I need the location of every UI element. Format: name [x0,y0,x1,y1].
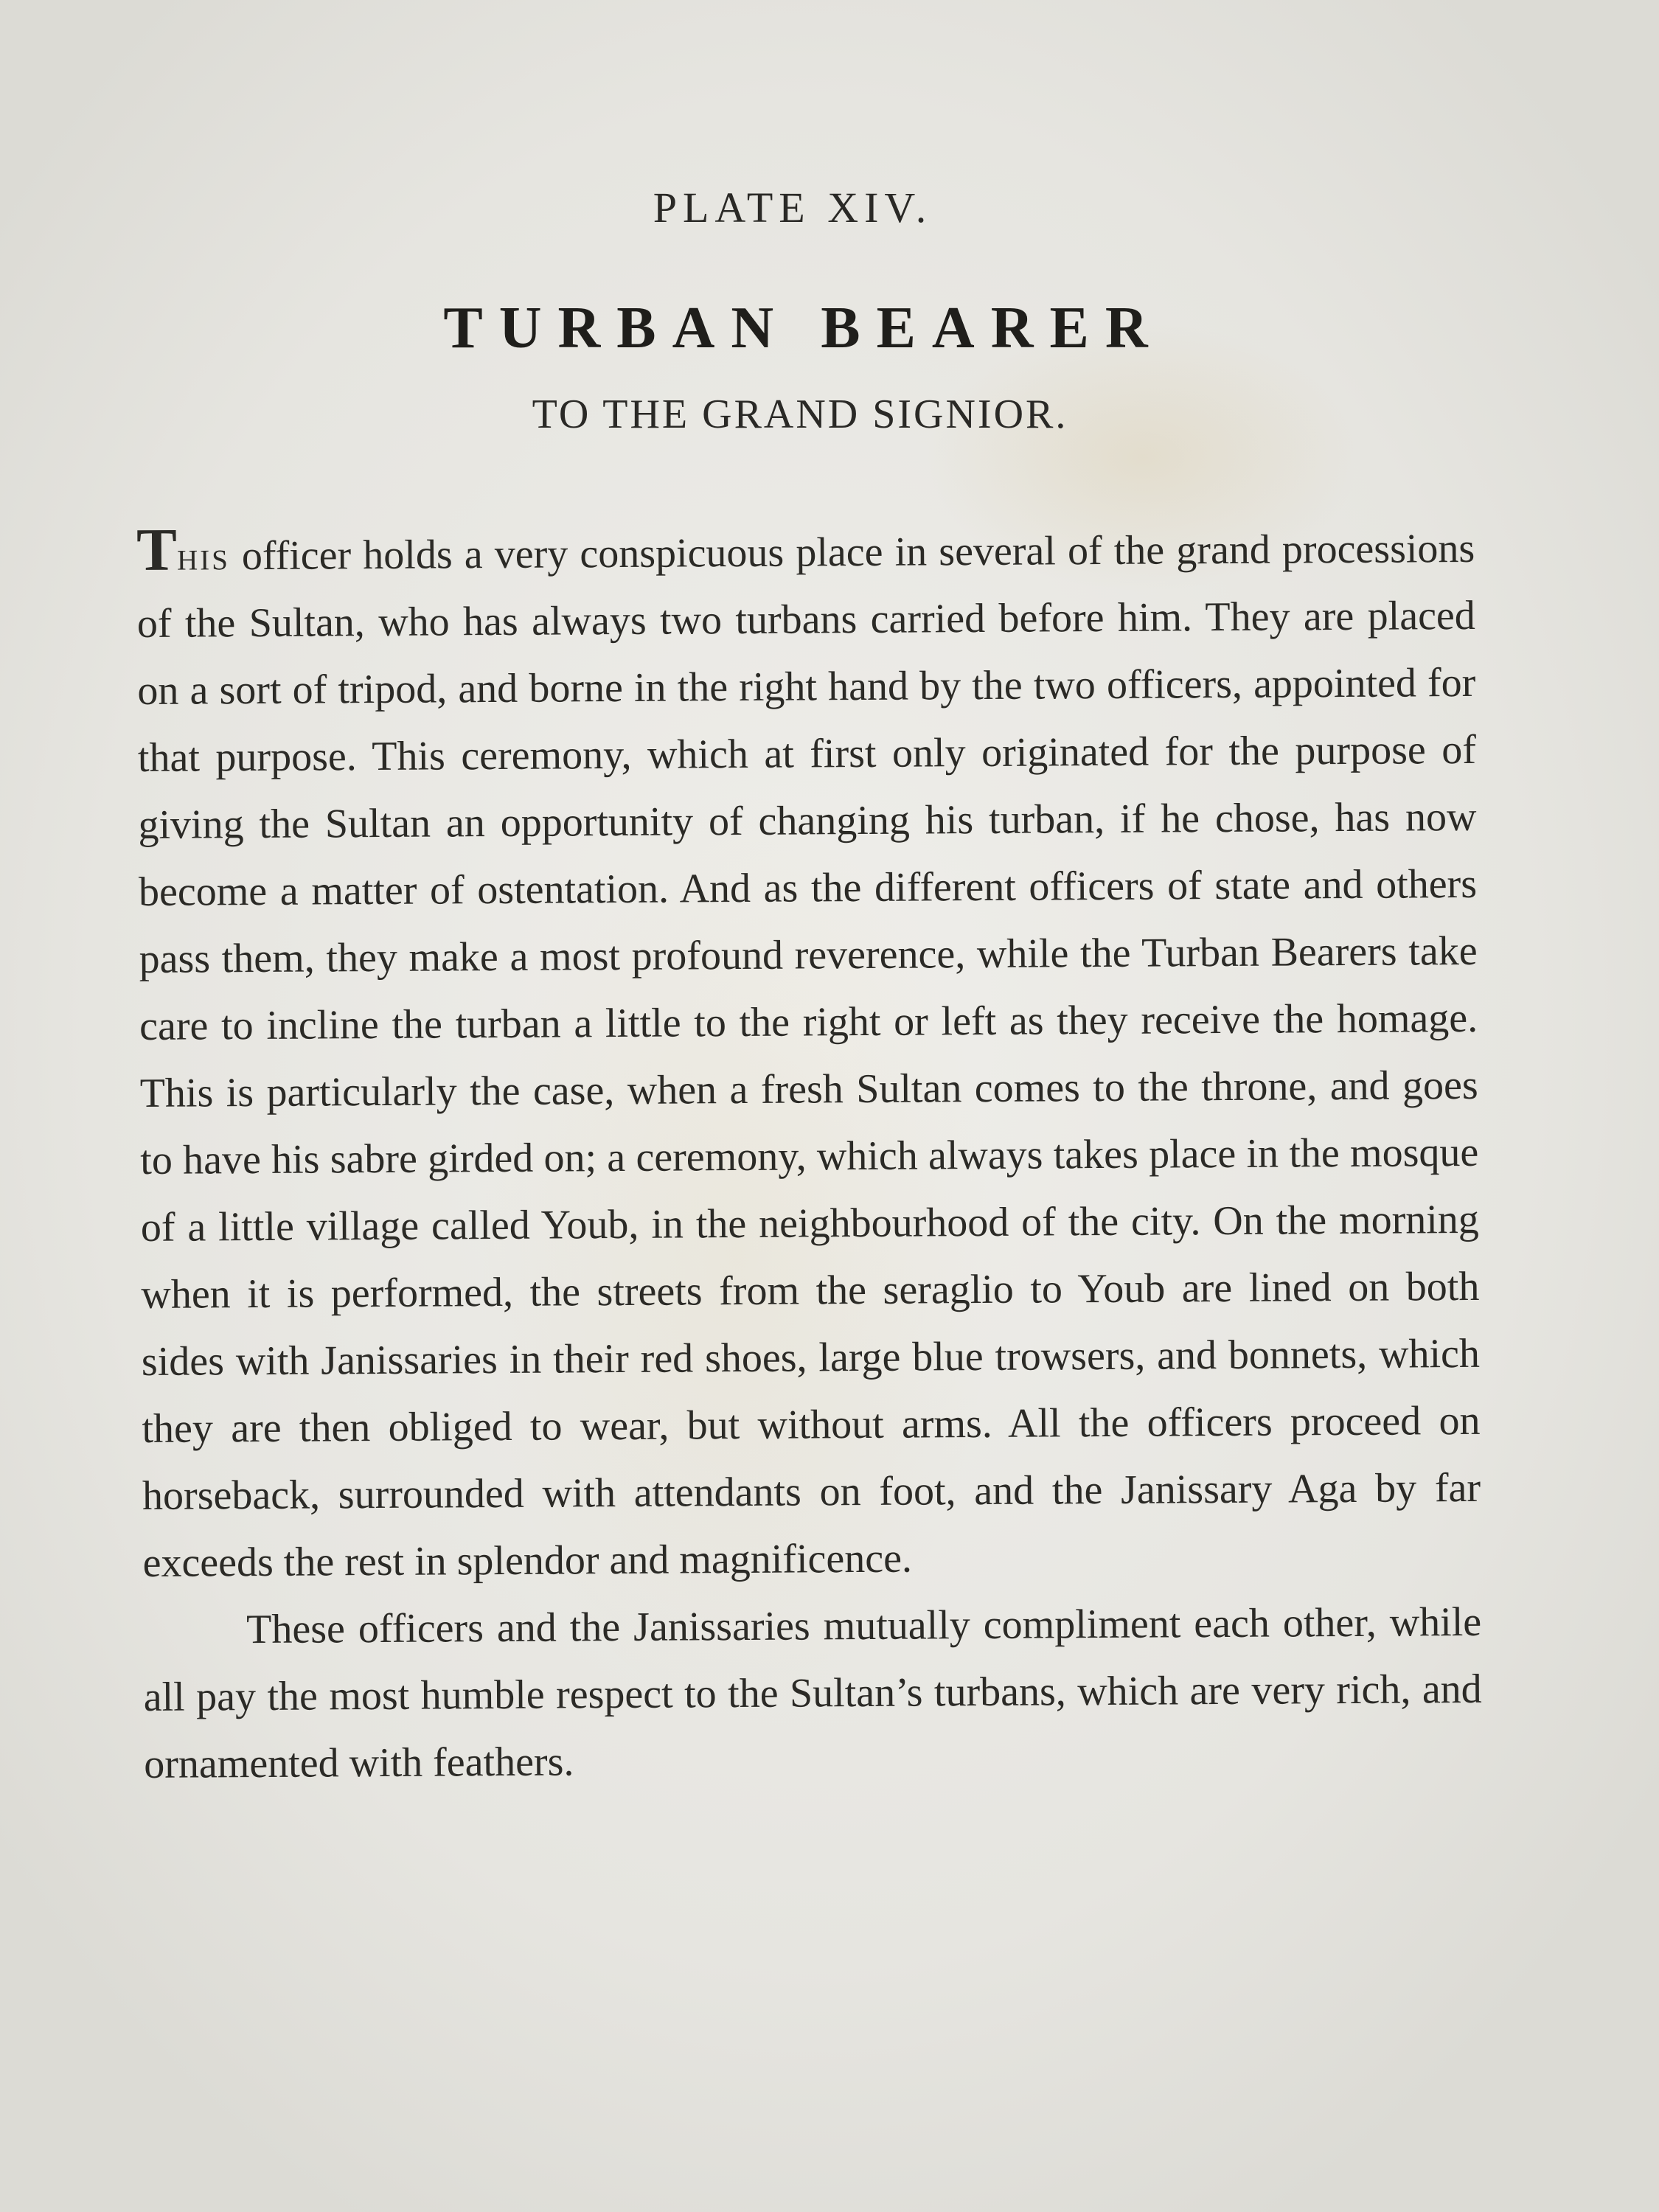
small-caps-word: his [176,533,231,580]
body-text [136,515,1483,1798]
page-subtitle: TO THE GRAND SIGNIOR. [532,392,1068,437]
paragraph-2: These officers and the Janissaries mutually compliment each other, while all pay the most humble respect to the Sultan’s turbans, which are very rich, and ornamented with feathers. [143,1599,1482,1787]
plate-number: PLATE XIV. [653,184,933,232]
drop-cap: T [136,515,178,583]
paragraph-1 [136,515,1481,1597]
paragraph-1-text: officer holds a very conspicuous place in several of the grand processions of the Sultan, who has always two turbans carried before him. They are placed on a sort of tripod, and borne in the right hand by the two officers, appointed for that purpose. This ceremony, which at first only originated for the purpose of giving the Sultan an opportunity of changing his turban, if he chose, has now become a matter of ostentation. And as the different officers of state and others pass them, they make a most profound reverence, while the Turban Bearers take care to incline the turban a little to the right or left as they receive the homage. This is particularly the case, when a fresh Sultan comes to the throne, and goes to have his sabre girded on; a ceremony, which always takes place in the mosque of a little village called Youb, in the neighbourhood of the city. On the morning when it is performed, the streets from the seraglio to Youb are lined on both sides with Janissaries in their red shoes, large blue trowsers, and bonnets, which they are then obliged to wear, but without arms. All the officers proceed on horseback, surrounded with attendants on foot, and the Janissary Aga by far exceeds the rest in splendor and magnificence. [136,525,1481,1586]
page-title: TURBAN BEARER [443,296,1164,361]
